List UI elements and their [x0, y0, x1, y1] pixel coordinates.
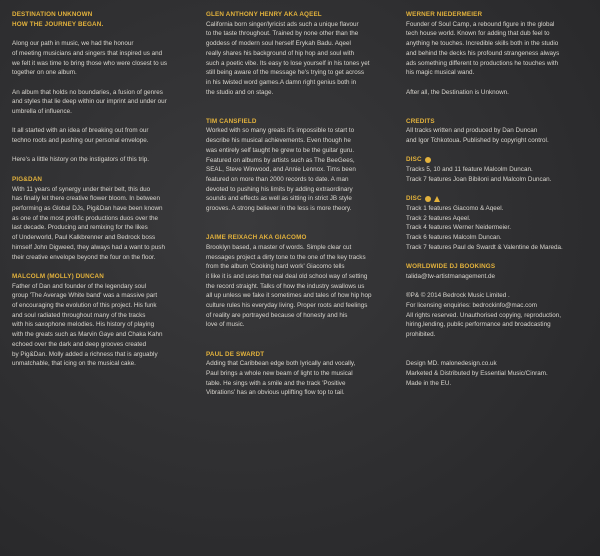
pigdan-text: With 11 years of synergy under their belt, this duo has finally let there creative flower bloom. In between performing as Global DJs, Pig&Dan have been known as one of the most prolific productions duos over the last decade. Producing and remixing for the likes of Underworld, Paul Kalkbrenner and Bedrock boss himself John Digweed, they always had a want to push their creative envelope beyond the four on the floor.: [12, 185, 165, 261]
werner-text: Founder of Soul Camp, a rebound figure in the global tech house world. Known for adding that dub feel to anything he touches. Incredible skills both in the studio and behind the decks his profound strangeness always ads something different to productions he touches with his magic musical wand.: [406, 20, 560, 77]
tim-text: Worked with so many greats it's impossible to start to describe his musical achievements. Even though he was entirely self taught he grew to be the guitar guru. Featured on albums by artists such as The BeeGees, SEAL, Steve Winwood, and Annie Lennox. Tims been featured on more than 2000 records to date. A man devoted to pushing his limits by adding extraordinary sounds and effects as well as sitting in strict JB style grooves. A strong believer in the less is more theory.: [206, 127, 356, 213]
intro-paragraph-4: Here's a little history on the instigators of this trip.: [12, 156, 149, 164]
jaime-text: Brooklyn based, a master of words. Simple clear cut messages project a dirty tone to the one of the key tracks from the album 'Cooking hard work' Giacomo tells it like it is and uses that real deal old school way of setting the record straight. Talks of how the industry swallows us all up unless we fake it sometimes and tales of how hip hop culture rules his everyday living. Proper roots and feelings of reality are portrayed because of honesty and his love of music.: [206, 243, 372, 329]
intro-paragraph-3: It all started with an idea of breaking out from our techno roots and pushing our personal envelope.: [12, 127, 149, 145]
disc2-line: Track 4 features Werner Neidermeier.: [406, 224, 511, 232]
design-credits: Design MD. malonedesign.co.uk Marketed & Distributed by Essential Music/Cinram. Made in the EU.: [406, 360, 548, 387]
credits-heading: CREDITS: [406, 117, 435, 125]
intro-paragraph-2: An album that holds no boundaries, a fusion of genres and styles that lie deep within our imprint and under our umbrella of influence.: [12, 88, 167, 115]
disc1-heading-row: [406, 155, 590, 165]
malcolm-heading: MALCOLM (MOLLY) DUNCAN: [12, 272, 104, 280]
triangle-icon: [434, 196, 440, 202]
column-left: [12, 10, 194, 369]
intro-heading-1: DESTINATION UNKNOWN: [12, 11, 93, 18]
disc2-line: Track 6 features Malcolm Duncan.: [406, 234, 502, 242]
bookings-heading: WORLDWIDE DJ BOOKINGS: [406, 263, 496, 271]
tim-heading: TIM CANSFIELD: [206, 117, 257, 125]
werner-heading: WERNER NIEDERMEIER: [406, 11, 483, 18]
werner-closing: After all, the Destination is Unknown.: [406, 88, 509, 96]
paul-heading: PAUL DE SWARDT: [206, 350, 265, 358]
column-right: [406, 10, 590, 388]
disc2-line: Track 2 features Aqeel.: [406, 214, 471, 222]
disc1-heading: DISC: [406, 156, 422, 164]
glen-heading: GLEN ANTHONY HENRY AKA AQEEL: [206, 11, 322, 18]
bookings-email: talida@tw-artistmanagement.de: [406, 272, 495, 280]
disc2-heading-row: [406, 194, 590, 204]
copyright-text: ®P& © 2014 Bedrock Music Limited . For licensing enquiries: bedrockinfo@mac.com All rights reserved. Unauthorised copying, reproduction, hiring,lending, public performance and broadcasting prohibited.: [406, 292, 562, 339]
credits-text: All tracks written and produced by Dan Duncan and Igor Tchkotoua. Published by copyright control.: [406, 127, 549, 145]
circle-icon: [425, 196, 431, 202]
disc2-line: Track 7 features Paul de Swardt & Valentine de Mareda.: [406, 243, 563, 251]
column-middle: [206, 10, 396, 398]
disc2-heading: DISC: [406, 195, 422, 203]
jaime-heading: JAIME REIXACH AKA GIACOMO: [206, 234, 307, 242]
intro-paragraph-1: Along our path in music, we had the honour of meeting musicians and singers that inspired us and we felt it was time to bring those who were closest to us together on one album.: [12, 40, 168, 77]
glen-text: California born singer/lyricist ads such a unique flavour to the taste throughout. Trained by none other than the goddess of modern soul herself Erykah Badu. Aqeel really shares his background of hip hop and soul with such a poetic vibe. Its easy to lose yourself in his tones yet still being aware of the message he's trying to get across in his twisted word games.A damn right genius both in the studio and on stage.: [206, 20, 370, 96]
disc1-line: Track 7 features Joan Bibiloni and Malcolm Duncan.: [406, 175, 552, 183]
disc1-line: Tracks 5, 10 and 11 feature Malcolm Duncan.: [406, 166, 533, 174]
intro-heading-2: HOW THE JOURNEY BEGAN.: [12, 20, 104, 28]
pigdan-heading: PIG&DAN: [12, 175, 43, 183]
circle-icon: [425, 157, 431, 163]
disc2-line: Track 1 features Giacomo & Aqeel.: [406, 204, 504, 212]
paul-text: Adding that Caribbean edge both lyrically and vocally, Paul brings a whole new beam of light to the musical table. He sings with a smile and the track 'Positive Vibrations' has an obvious uplifting flow top to tail.: [206, 360, 356, 397]
malcolm-text: Father of Dan and founder of the legendary soul group 'The Average White band' was a massive part of encouraging the evolution of this project. His funk and soul radiated throughout many of the tracks with his saxophone melodies. His history of playing with the greats such as Marvin Gaye and Chaka Kahn echoed over the dark and deep grooves created by Pig&Dan. Molly added a richness that is arguably unmatchable, that icing on the musical cake.: [12, 282, 163, 368]
